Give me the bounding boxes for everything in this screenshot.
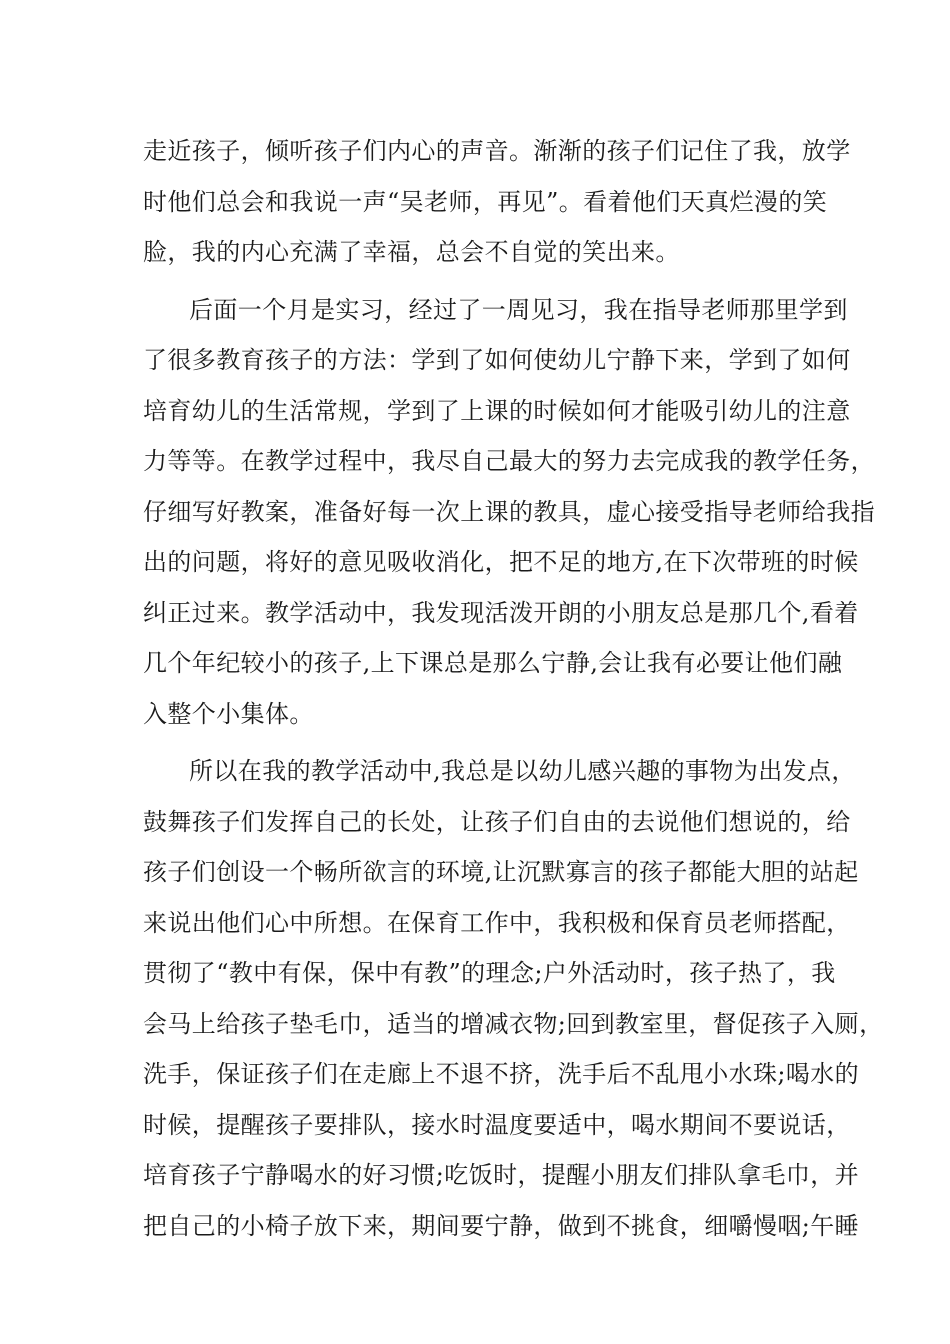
text-line: 来说出他们心中所想。在保育工作中，我积极和保育员老师搭配， [143, 908, 851, 937]
text-line: 时候，提醒孩子要排队，接水时温度要适中，喝水期间不要说话， [143, 1110, 851, 1139]
paragraph-1 [143, 126, 851, 278]
text-line: 培育孩子宁静喝水的好习惯;吃饭时，提醒小朋友们排队拿毛巾，并 [143, 1161, 860, 1189]
text-line: 了很多教育孩子的方法：学到了如何使幼儿宁静下来，学到了如何 [143, 346, 851, 374]
text-line: 入整个小集体。 [143, 699, 314, 728]
text-line: 力等等。在教学过程中，我尽自己最大的努力去完成我的教学任务， [143, 447, 875, 475]
text-line: 把自己的小椅子放下来，期间要宁静，做到不挑食，细嚼慢咽;午睡 [143, 1211, 860, 1240]
text-line: 会马上给孩子垫毛巾，适当的增减衣物;回到教室里，督促孩子入厕， [143, 1009, 884, 1038]
text-line: 几个年纪较小的孩子,上下课总是那么宁静,会让我有必要让他们融 [143, 649, 843, 677]
text-line: 孩子们创设一个畅所欲言的环境,让沉默寡言的孩子都能大胆的站起 [143, 858, 859, 886]
text-line: 纠正过来。教学活动中，我发现活泼开朗的小朋友总是那几个,看着 [143, 598, 859, 627]
text-line: 脸，我的内心充满了幸福，总会不自觉的笑出来。 [143, 238, 680, 266]
text-line: 洗手，保证孩子们在走廊上不退不挤，洗手后不乱甩小水珠;喝水的 [143, 1060, 860, 1088]
text-line: 所以在我的教学活动中,我总是以幼儿感兴趣的事物为出发点， [189, 757, 856, 785]
text-line: 走近孩子，倾听孩子们内心的声音。渐渐的孩子们记住了我，放学 [143, 137, 851, 165]
text-line: 仔细写好教案，准备好每一次上课的教具，虚心接受指导老师给我指 [143, 497, 875, 526]
text-line: 鼓舞孩子们发挥自己的长处，让孩子们自由的去说他们想说的，给 [143, 807, 851, 836]
text-line: 时他们总会和我说一声“吴老师，再见”。看着他们天真烂漫的笑 [143, 187, 828, 216]
paragraph-3 [143, 746, 884, 1251]
text-line: 贯彻了“教中有保，保中有教”的理念;户外活动时，孩子热了，我 [143, 959, 836, 987]
document-body [143, 126, 884, 1251]
text-line: 出的问题，将好的意见吸收消化，把不足的地方,在下次带班的时候 [143, 548, 859, 576]
text-line: 培育幼儿的生活常规，学到了上课的时候如何才能吸引幼儿的注意 [143, 396, 851, 425]
text-line: 后面一个月是实习，经过了一周见习，我在指导老师那里学到 [189, 295, 848, 324]
paragraph-2 [143, 285, 875, 740]
